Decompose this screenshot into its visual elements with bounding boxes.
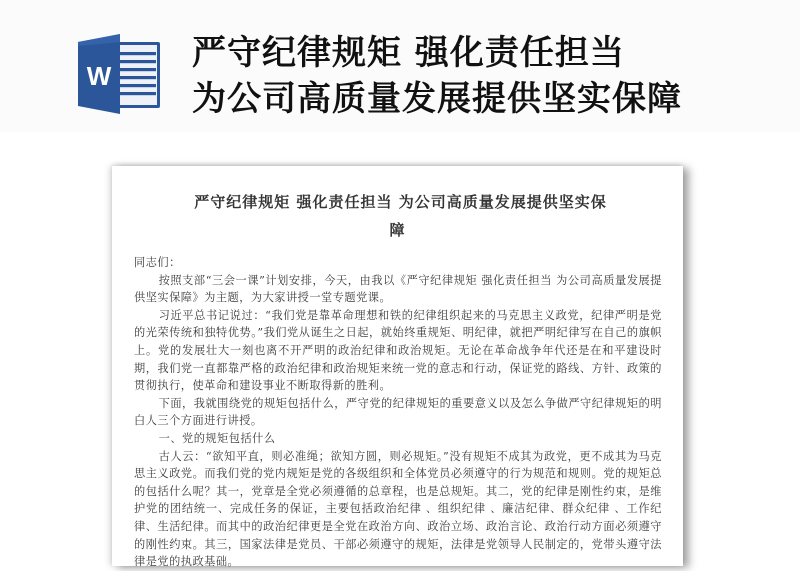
svg-text:W: W bbox=[86, 61, 112, 91]
document-title-line-1: 严守纪律规矩 强化责任担当 为公司高质量发展提供坚实保 bbox=[194, 193, 607, 211]
paragraph: 习近平总书记说过：“我们党是靠革命理想和铁的纪律组织起来的马克思主义政党，纪律严明是党的光荣传统和独特优势。”我们党从诞生之日起，就始终重规矩、明纪律，就把严明纪律写在自己的旗帜上。党的发展壮大一刻也离不开严明的政治纪律和政治规矩。无论在革命战争年代还是在和平建设时期，我们党一直都靠严格的政治纪律和政治规矩来统一党的意志和行动，保证党的路线、方针、政策的贯彻执行，使革命和建设事业不断取得新的胜利。 bbox=[134, 308, 662, 393]
document-title-line-2: 障 bbox=[389, 221, 406, 239]
document-body bbox=[134, 254, 662, 571]
banner-title-line-1: 严守纪律规矩 强化责任担当 bbox=[192, 33, 625, 73]
document-title bbox=[112, 188, 683, 244]
banner-title-line-2: 为公司高质量发展提供坚实保障 bbox=[192, 79, 682, 119]
paragraph: 下面，我就围绕党的规矩包括什么，严守党的纪律规矩的重要意义以及怎么争做严守纪律规矩的明白人三个方面进行讲授。 bbox=[134, 396, 662, 428]
paragraph: 按照支部“三会一课”计划安排，今天，由我以《严守纪律规矩 强化责任担当 为公司高质量发展提供坚实保障》为主题，为大家讲授一堂专题党课。 bbox=[134, 273, 662, 305]
banner-title bbox=[192, 30, 682, 122]
salutation: 同志们： bbox=[134, 256, 181, 269]
document-page-preview bbox=[112, 166, 683, 569]
section-heading: 一、党的规矩包括什么 bbox=[158, 431, 276, 445]
paragraph: 古人云：“欲知平直，则必准绳；欲知方圆，则必规矩。”没有规矩不成其为政党，更不成其为马克思主义政党。而我们党的党内规矩是党的各级组织和全体党员必须遵守的行为规范和规则。党的规矩总的包括什么呢？其一，党章是全党必须遵循的总章程，也是总规矩。其二，党的纪律是刚性约束，是维护党的团结统一、完成任务的保证，主要包括政治纪律 、组织纪律 、廉洁纪律、群众纪律 、工作纪律、生活纪律。而其中的政治纪律更是全党在政治方向、政治立场、政治言论、政治行动方面必须遵守的刚性约束。其三，国家法律是党员、干部必须遵守的规矩，法律是党领导人民制定的，党带头遵守法律是党的执政基础。 bbox=[134, 449, 662, 569]
microsoft-word-icon bbox=[76, 32, 164, 116]
